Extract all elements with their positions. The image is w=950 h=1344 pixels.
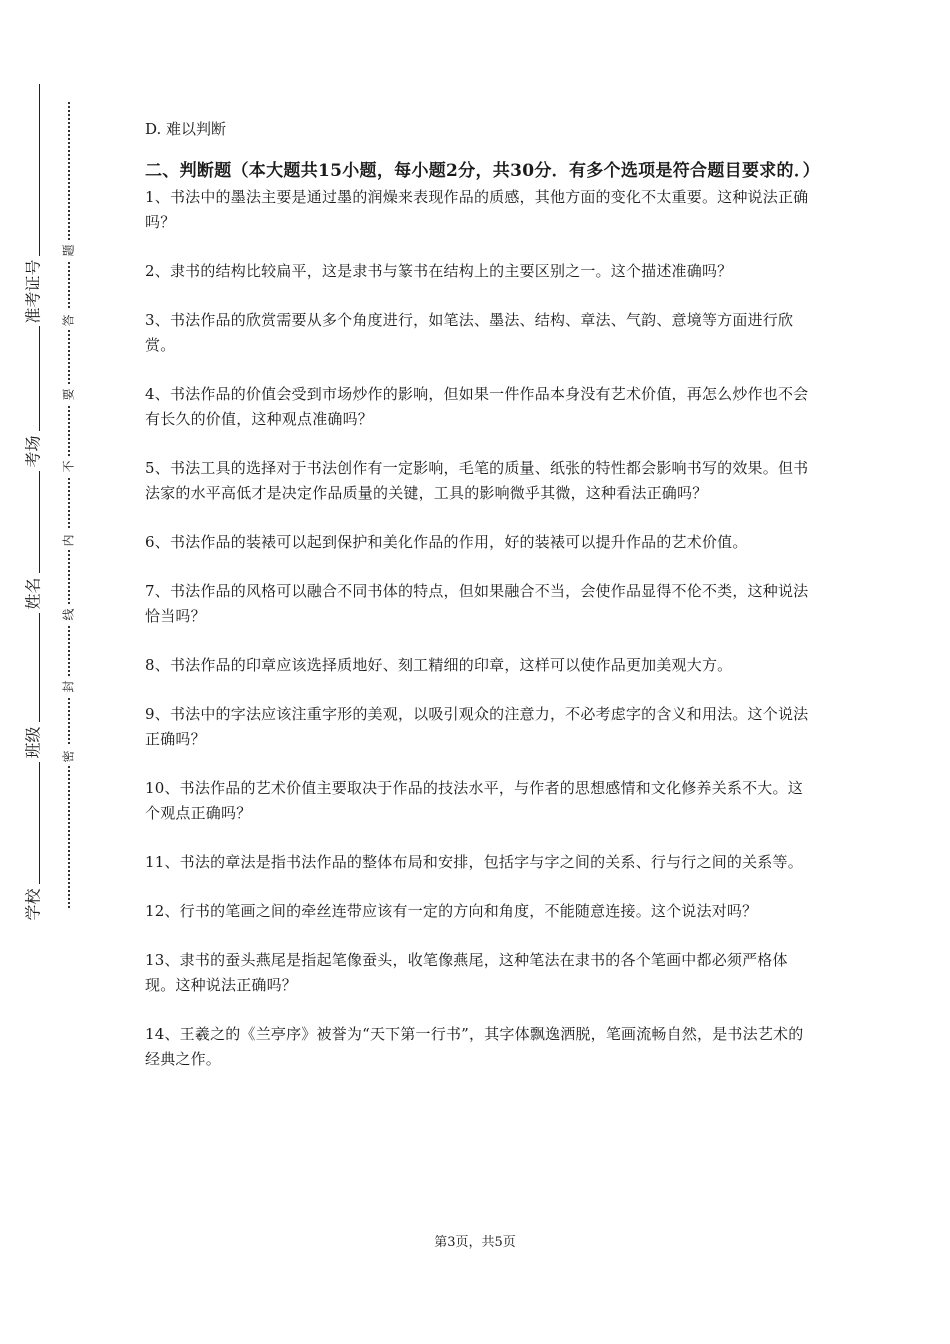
seal-char: 内	[58, 530, 78, 550]
question-item: 1、书法中的墨法主要是通过墨的润燥来表现作品的质感，其他方面的变化不太重要。这种说法正确吗？	[145, 188, 809, 231]
question-item: 7、书法作品的风格可以融合不同书体的特点，但如果融合不当，会使作品显得不伦不类，这种说法恰当吗？	[145, 582, 809, 625]
seal-char: 答	[58, 310, 78, 330]
question-item: 4、书法作品的价值会受到市场炒作的影响，但如果一件作品本身没有艺术价值，再怎么炒作也不会有长久的价值，这种观点准确吗？	[145, 385, 809, 428]
question-item: 3、书法作品的欣赏需要从多个角度进行，如笔法、墨法、结构、章法、气韵、意境等方面进行欣赏。	[145, 311, 794, 354]
seal-char: 封	[58, 676, 78, 696]
question-item: 11、书法的章法是指书法作品的整体布局和安排，包括字与字之间的关系、行与行之间的关系等。	[145, 853, 803, 871]
question-item: 14、王羲之的《兰亭序》被誉为“天下第一行书”，其字体飘逸洒脱，笔画流畅自然，是书法艺术的经典之作。	[145, 1025, 804, 1068]
section-title: 二、判断题（本大题共15小题，每小题2分，共30分．有多个选项是符合题目要求的．）	[145, 161, 820, 181]
binding-dotted-seal-line	[68, 102, 70, 908]
exam-content	[145, 116, 820, 1096]
seal-char: 线	[58, 604, 78, 624]
question-list	[145, 185, 813, 1072]
question-item: 8、书法作品的印章应该选择质地好、刻工精细的印章，这样可以使作品更加美观大方。	[145, 656, 733, 674]
page-number: 第3页，共5页	[434, 1235, 516, 1250]
seal-char: 题	[58, 240, 78, 260]
seal-char: 密	[58, 746, 78, 766]
binding-solid-line	[39, 84, 40, 924]
binding-margin	[0, 0, 100, 1344]
seal-char: 要	[58, 384, 78, 404]
question-item: 5、书法工具的选择对于书法创作有一定影响，毛笔的质量、纸张的特性都会影响书写的效果。但书法家的水平高低才是决定作品质量的关键，工具的影响微乎其微，这种看法正确吗？	[145, 459, 809, 502]
field-school: 学校	[18, 884, 46, 924]
question-item: 6、书法作品的装裱可以起到保护和美化作品的作用，好的装裱可以提升作品的艺术价值。	[145, 533, 748, 551]
field-class: 班级	[18, 722, 46, 762]
question-item: 10、书法作品的艺术价值主要取决于作品的技法水平，与作者的思想感情和文化修养关系不大。这个观点正确吗？	[145, 779, 803, 822]
field-exam-room: 考场	[18, 431, 46, 471]
field-name: 姓名	[18, 573, 46, 613]
question-item: 9、书法中的字法应该注重字形的美观，以吸引观众的注意力，不必考虑字的含义和用法。这个说法正确吗？	[145, 705, 809, 748]
seal-char: 不	[58, 456, 78, 476]
question-item: 13、隶书的蚕头燕尾是指起笔像蚕头，收笔像燕尾，这种笔法在隶书的各个笔画中都必须严格体现。这种说法正确吗？	[145, 951, 788, 994]
question-item: 2、隶书的结构比较扁平，这是隶书与篆书在结构上的主要区别之一。这个描述准确吗？	[145, 262, 733, 280]
field-exam-number: 准考证号	[18, 256, 46, 326]
leftover-option: D. 难以判断	[145, 120, 227, 138]
question-item: 12、行书的笔画之间的牵丝连带应该有一定的方向和角度，不能随意连接。这个说法对吗？	[145, 902, 758, 920]
